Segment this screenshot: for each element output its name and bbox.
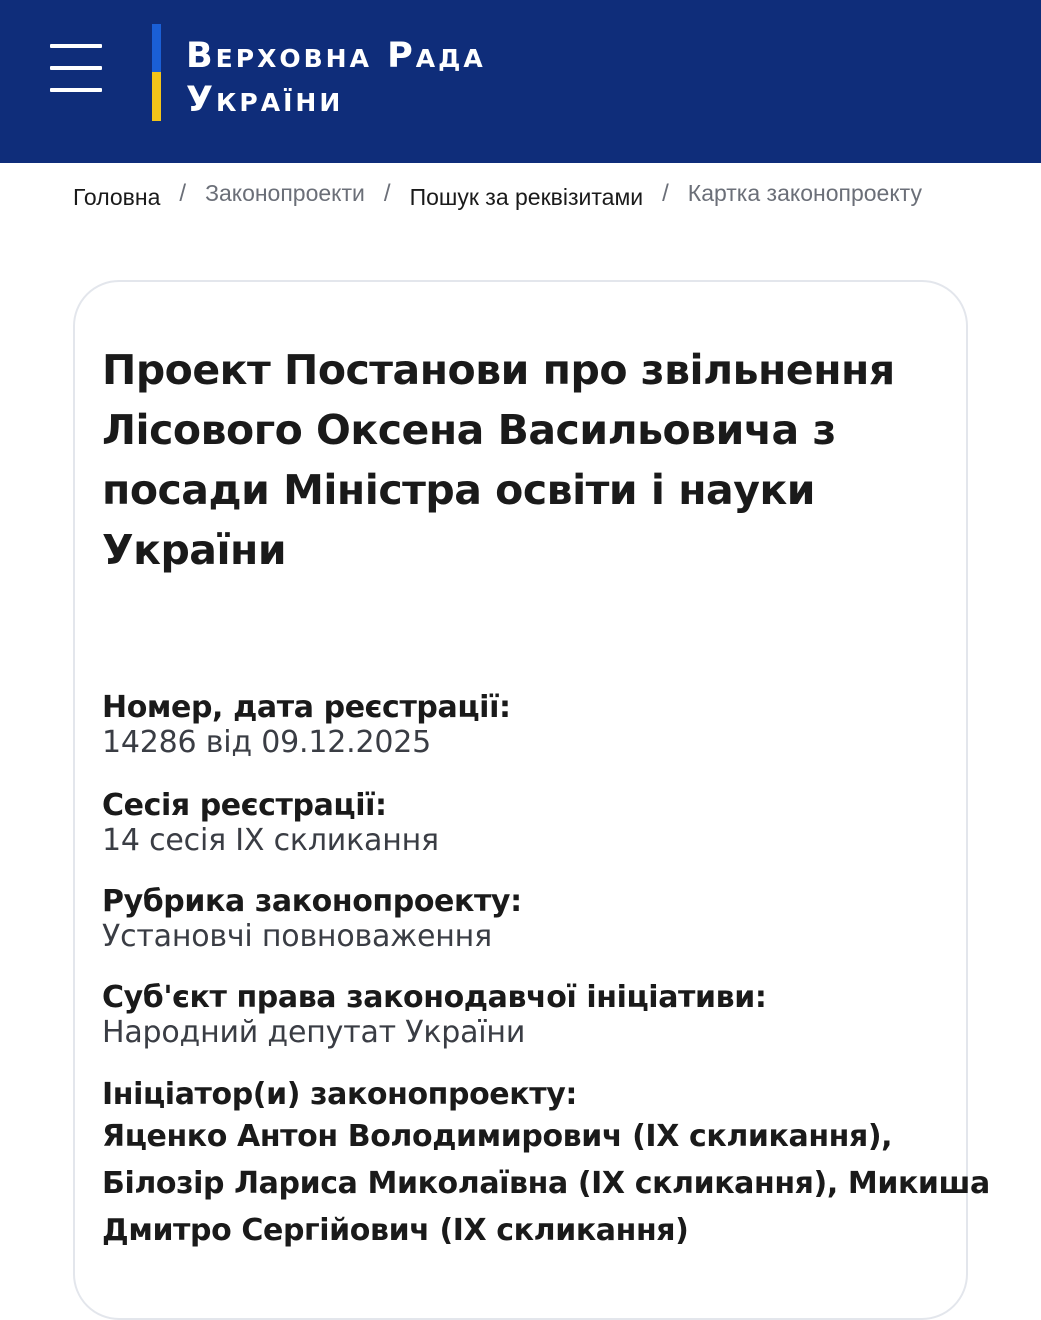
field-registration-number	[102, 690, 962, 760]
flag-stripe-logo	[152, 24, 161, 121]
breadcrumb-separator: /	[383, 180, 391, 207]
initiators-list	[102, 1113, 990, 1254]
field-value: 14 сесія IX скликання	[102, 823, 439, 858]
bill-title-line: посади Міністра освіти і науки	[102, 466, 816, 514]
field-bill-rubric	[102, 884, 962, 954]
bill-title-line: України	[102, 526, 287, 574]
site-header	[0, 0, 1041, 163]
field-value: Народний депутат України	[102, 1015, 526, 1050]
field-registration-session	[102, 788, 962, 858]
initiator-link[interactable]: Білозір Лариса Миколаївна (IX скликання), Микиша	[102, 1166, 990, 1201]
field-label: Ініціатор(и) законопроекту:	[102, 1077, 577, 1112]
bill-title-line: Лісового Оксена Васильовича з	[102, 406, 836, 454]
hamburger-menu-icon[interactable]	[50, 44, 104, 96]
field-label: Суб'єкт права законодавчої ініціативи:	[102, 980, 767, 1015]
field-label: Номер, дата реєстрації:	[102, 690, 511, 725]
site-logo[interactable]	[186, 34, 486, 122]
logo-line-1: Верховна Рада	[186, 36, 486, 76]
menu-bar	[50, 66, 102, 70]
breadcrumb-bill-card: Картка законопроекту	[687, 180, 922, 206]
breadcrumb-bills[interactable]: Законопроекти	[205, 180, 365, 206]
breadcrumb-separator: /	[662, 180, 669, 207]
bill-title	[102, 340, 902, 580]
field-initiative-subject	[102, 980, 962, 1050]
menu-bar	[50, 88, 102, 92]
flag-blue-stripe	[152, 24, 161, 72]
field-value: 14286 від 09.12.2025	[102, 725, 432, 760]
initiator-link[interactable]: Яценко Антон Володимирович (IX скликання),	[102, 1119, 893, 1154]
field-value: Установчі повноваження	[102, 919, 492, 954]
field-label: Сесія реєстрації:	[102, 788, 387, 823]
menu-bar	[50, 44, 102, 48]
breadcrumb-separator: /	[179, 180, 187, 207]
breadcrumb	[73, 180, 973, 224]
breadcrumb-home[interactable]: Головна	[73, 184, 161, 210]
initiator-link[interactable]: Дмитро Сергійович (IX скликання)	[102, 1213, 689, 1248]
field-label: Рубрика законопроекту:	[102, 884, 522, 919]
field-initiators	[102, 1077, 990, 1254]
breadcrumb-search-by-details[interactable]: Пошук за реквізитами	[409, 184, 644, 210]
bill-title-line: Проект Постанови про звільнення	[102, 346, 895, 394]
flag-yellow-stripe	[152, 72, 161, 121]
logo-line-2: України	[186, 80, 344, 120]
